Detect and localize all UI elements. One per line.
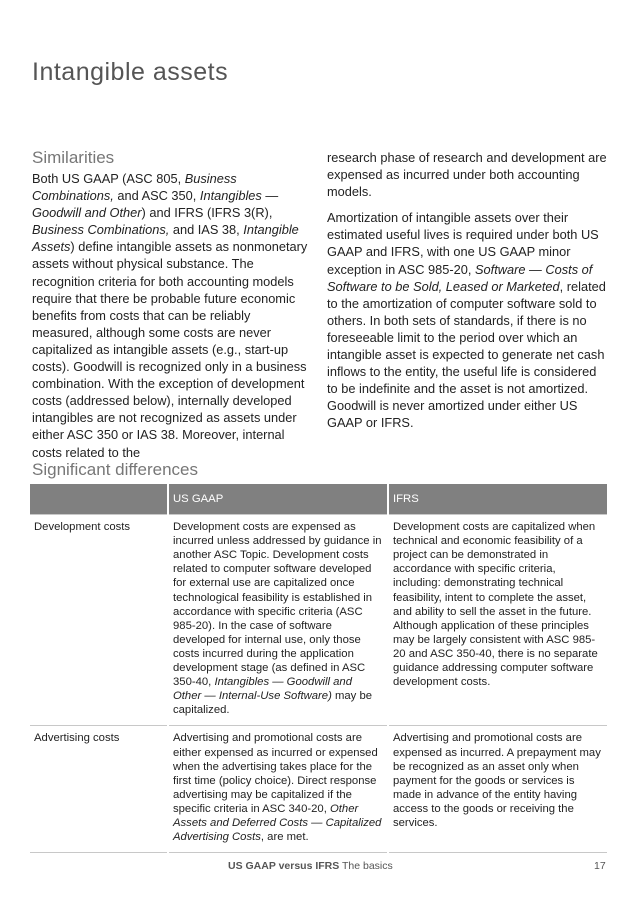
italic-text: Business Combinations, bbox=[32, 171, 237, 204]
text-run: Advertising and promotional costs are either expensed as incurred or expensed when the advertising takes place for the first time (policy choice). Direct response advertising may be capitalized if the specific criteria in ASC 340-20, bbox=[173, 732, 378, 815]
table-header-row bbox=[30, 484, 607, 515]
page-number: 17 bbox=[594, 860, 606, 872]
ifrs-cell bbox=[388, 726, 607, 853]
us-gaap-cell bbox=[168, 726, 388, 853]
row-label: Advertising costs bbox=[30, 726, 168, 853]
italic-text: Software — Costs of Software to be Sold, Leased or Marketed bbox=[327, 261, 593, 294]
text-run: and IAS 38, bbox=[169, 222, 244, 238]
similarities-paragraph-continued: research phase of research and development are expensed as incurred under both accounting models. bbox=[327, 150, 607, 200]
footer-title-rest: The basics bbox=[339, 860, 393, 872]
italic-text: Business Combinations, bbox=[32, 222, 170, 238]
italic-text: Other Assets and Deferred Costs — Capitalized Advertising Costs bbox=[173, 802, 382, 844]
us-gaap-cell bbox=[168, 515, 388, 726]
text-run: , related to the amortization of computer software sold to others. In both sets of standards, if there is no foreseeable limit to the period over which an intangible asset is expected to generate net cash inflows to the entity, the useful life is considered to be indefinite and the asset is not amortized. Goodwill is never amortized under either US GAAP or IFRS. bbox=[327, 278, 606, 431]
text-run: ) and IFRS (IFRS 3(R), bbox=[141, 205, 273, 221]
ifrs-cell bbox=[388, 515, 607, 726]
footer-title bbox=[228, 860, 393, 872]
differences-table bbox=[30, 484, 607, 853]
text-run: Advertising and promotional costs are expensed as incurred. A prepayment may be recognized as an asset only when payment for the goods or services is made in advance of the entity having access to the goods or receiving the services. bbox=[393, 732, 601, 829]
row-label: Development costs bbox=[30, 515, 168, 726]
text-run: Development costs are capitalized when technical and economic feasibility of a project can be demonstrated in accordance with specific criteria, including: demonstrating technical feasibility, intent to complete the asset, and ability to sell the asset in the future. Although application of these principles may be largely consistent with ASC 985-20 and ASC 350-40, there is no separate guidance addressing computer software development costs. bbox=[393, 521, 598, 689]
page-title: Intangible assets bbox=[32, 58, 229, 86]
italic-text: Intangible Assets bbox=[32, 222, 299, 255]
table-row-development-costs bbox=[30, 515, 607, 726]
similarities-paragraph-2 bbox=[327, 209, 609, 431]
differences-heading: Significant differences bbox=[32, 460, 199, 479]
text-run: and ASC 350, bbox=[113, 188, 200, 204]
footer-title-bold: US GAAP versus IFRS bbox=[228, 860, 340, 872]
text-run: , are met. bbox=[260, 831, 309, 844]
italic-text: Intangibles — Goodwill and Other bbox=[32, 188, 279, 221]
similarities-left-column bbox=[32, 170, 312, 470]
similarities-right-column bbox=[327, 149, 609, 441]
text-run: Both US GAAP (ASC 805, bbox=[32, 171, 185, 186]
similarities-heading: Similarities bbox=[32, 148, 115, 167]
column-header-ifrs: IFRS bbox=[388, 484, 607, 515]
column-header-us-gaap: US GAAP bbox=[168, 484, 388, 515]
text-run: Development costs are expensed as incurred unless addressed by guidance in another ASC Topic. Development costs related to computer software developed for external use are capitalized once technological feasibility is established in accordance with specific criteria (ASC 985-20). In the case of software developed for internal use, only those costs incurred during the application development stage (as defined in ASC 350-40, bbox=[173, 521, 382, 689]
italic-text: Intangibles — Goodwill and Other — Internal-Use Software) bbox=[173, 676, 352, 703]
text-run: ) define intangible assets as nonmonetary assets without physical substance. The recognition criteria for both accounting models require that there be probable future economic benefits from costs that can be reliably measured, although some costs are never capitalized as intangible assets (e.g., start-up costs). Goodwill is recognized only in a business combination. With the exception of development costs (addressed below), internally developed intangibles are not recognized as assets under either ASC 350 or IAS 38. Moreover, internal costs related to the bbox=[32, 239, 308, 460]
similarities-paragraph-1 bbox=[32, 170, 312, 461]
column-header-topic bbox=[30, 484, 168, 515]
text-run: may be capitalized. bbox=[173, 690, 373, 717]
text-run: Amortization of intangible assets over their estimated useful lives is required under both US GAAP and IFRS, with one US GAAP minor exception in ASC 985-20, bbox=[327, 210, 599, 277]
table-row-advertising-costs bbox=[30, 726, 607, 853]
